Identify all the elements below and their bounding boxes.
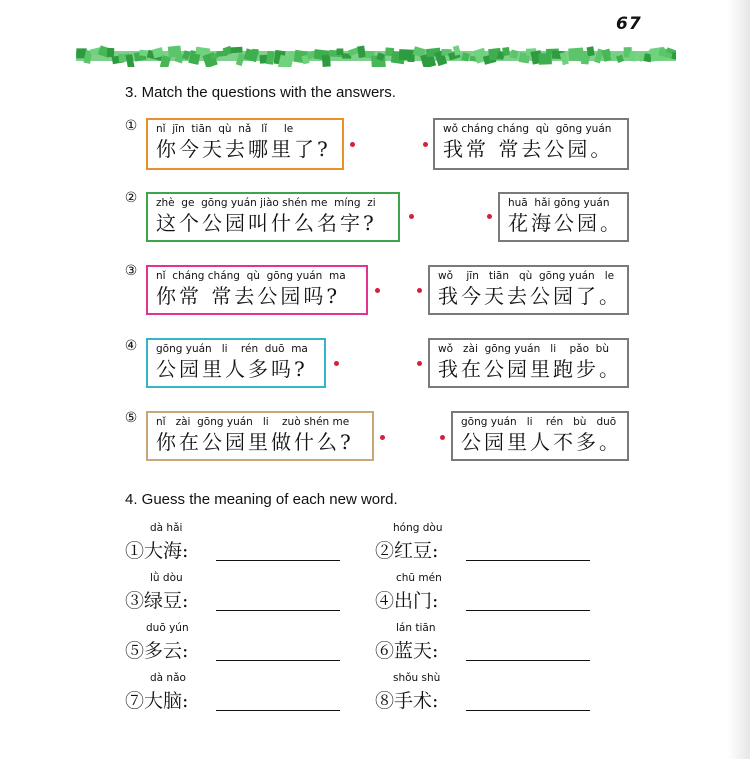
answer-match-dot-3[interactable]: [417, 288, 422, 293]
question-match-dot-3[interactable]: [375, 288, 380, 293]
word-label-2: ②红豆:: [375, 540, 439, 562]
question-hanzi: 你在公园里做什么?: [156, 430, 354, 454]
question-hanzi: 这个公园叫什么名字?: [156, 211, 377, 235]
answer-line-7[interactable]: [216, 710, 340, 711]
question-box-2[interactable]: [146, 192, 400, 242]
question-pinyin: nǐ cháng cháng qù gōng yuán ma: [156, 270, 346, 282]
decorative-green-border: [76, 45, 676, 67]
answer-box-3[interactable]: [428, 265, 629, 315]
question-pinyin: nǐ zài gōng yuán li zuò shén me: [156, 416, 350, 428]
question-number-5: ⑤: [124, 410, 138, 426]
question-box-4[interactable]: [146, 338, 326, 388]
answer-box-2[interactable]: [498, 192, 629, 242]
answer-hanzi: 公园里人不多。: [461, 430, 622, 454]
answer-line-2[interactable]: [466, 560, 590, 561]
question-pinyin: gōng yuán li rén duō ma: [156, 343, 308, 355]
word-pinyin-7: dà nǎo: [150, 672, 186, 684]
word-pinyin-5: duō yún: [146, 622, 189, 634]
answer-pinyin: wǒ zài gōng yuán li pǎo bù: [438, 343, 609, 355]
question-number-2: ②: [124, 190, 138, 206]
section4-title: 4. Guess the meaning of each new word.: [125, 491, 398, 508]
section3-title: 3. Match the questions with the answers.: [125, 84, 396, 101]
word-pinyin-1: dà hǎi: [150, 522, 183, 534]
question-box-1[interactable]: [146, 118, 344, 170]
word-label-6: ⑥蓝天:: [375, 640, 439, 662]
answer-match-dot-2[interactable]: [487, 214, 492, 219]
answer-pinyin: huā hǎi gōng yuán: [508, 197, 610, 209]
answer-pinyin: gōng yuán li rén bù duō: [461, 416, 617, 428]
answer-line-8[interactable]: [466, 710, 590, 711]
question-hanzi: 你常 常去公园吗?: [156, 284, 341, 308]
answer-match-dot-4[interactable]: [417, 361, 422, 366]
answer-box-5[interactable]: [451, 411, 629, 461]
word-label-4: ④出门:: [375, 590, 439, 612]
word-pinyin-3: lǜ dòu: [150, 572, 183, 584]
answer-line-1[interactable]: [216, 560, 340, 561]
question-hanzi: 你今天去哪里了?: [156, 137, 331, 161]
answer-box-4[interactable]: [428, 338, 629, 388]
answer-pinyin: wǒ cháng cháng qù gōng yuán: [443, 123, 612, 135]
question-number-3: ③: [124, 263, 138, 279]
answer-line-6[interactable]: [466, 660, 590, 661]
word-label-8: ⑧手术:: [375, 690, 439, 712]
question-match-dot-1[interactable]: [350, 142, 355, 147]
question-match-dot-2[interactable]: [409, 214, 414, 219]
question-number-4: ④: [124, 338, 138, 354]
answer-line-4[interactable]: [466, 610, 590, 611]
word-label-5: ⑤多云:: [125, 640, 189, 662]
word-label-1: ①大海:: [125, 540, 189, 562]
answer-match-dot-5[interactable]: [440, 435, 445, 440]
question-hanzi: 公园里人多吗?: [156, 357, 308, 381]
answer-match-dot-1[interactable]: [423, 142, 428, 147]
word-pinyin-2: hóng dòu: [393, 522, 443, 534]
question-pinyin: zhè ge gōng yuán jiào shén me míng zi: [156, 197, 376, 209]
answer-hanzi: 我今天去公园了。: [438, 284, 622, 308]
answer-line-5[interactable]: [216, 660, 340, 661]
answer-box-1[interactable]: [433, 118, 629, 170]
answer-hanzi: 我常 常去公园。: [443, 137, 614, 161]
word-pinyin-8: shǒu shù: [393, 672, 441, 684]
question-match-dot-5[interactable]: [380, 435, 385, 440]
question-box-5[interactable]: [146, 411, 374, 461]
word-label-3: ③绿豆:: [125, 590, 189, 612]
question-box-3[interactable]: [146, 265, 368, 315]
answer-hanzi: 花海公园。: [508, 211, 623, 235]
answer-hanzi: 我在公园里跑步。: [438, 357, 622, 381]
word-pinyin-6: lán tiān: [396, 622, 436, 634]
page-number: 67: [616, 14, 642, 34]
question-number-1: ①: [124, 118, 138, 134]
question-pinyin: nǐ jīn tiān qù nǎ lǐ le: [156, 123, 294, 135]
word-label-7: ⑦大脑:: [125, 690, 189, 712]
question-match-dot-4[interactable]: [334, 361, 339, 366]
answer-line-3[interactable]: [216, 610, 340, 611]
word-pinyin-4: chū mén: [396, 572, 442, 584]
page-edge-shadow: [728, 0, 750, 759]
answer-pinyin: wǒ jīn tiān qù gōng yuán le: [438, 270, 615, 282]
